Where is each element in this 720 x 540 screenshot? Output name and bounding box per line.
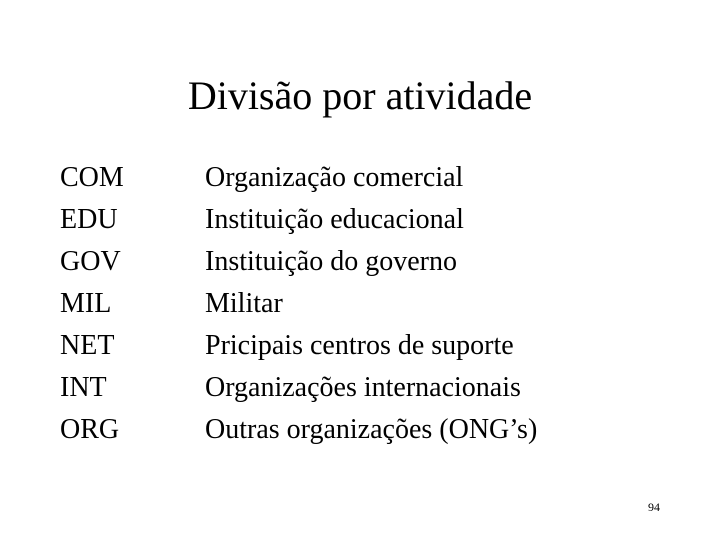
domain-description: Instituição do governo [205,246,457,277]
domain-code: NET [60,330,115,361]
domain-code: GOV [60,246,121,277]
list-item [60,325,680,367]
activity-list [60,157,680,451]
domain-description: Militar [205,288,283,319]
domain-description: Pricipais centros de suporte [205,330,514,361]
list-item [60,409,680,451]
domain-code: INT [60,372,107,403]
list-item [60,241,680,283]
list-item [60,283,680,325]
list-item [60,199,680,241]
domain-description: Outras organizações (ONG’s) [205,414,538,445]
list-item [60,157,680,199]
list-item [60,367,680,409]
domain-description: Organizações internacionais [205,372,521,403]
page-number: 94 [648,500,660,514]
domain-code: MIL [60,288,112,319]
domain-code: COM [60,162,124,193]
domain-code: ORG [60,414,120,445]
domain-code: EDU [60,204,118,235]
slide-title: Divisão por atividade [187,73,533,118]
domain-description: Instituição educacional [205,204,464,235]
domain-description: Organização comercial [205,162,464,193]
